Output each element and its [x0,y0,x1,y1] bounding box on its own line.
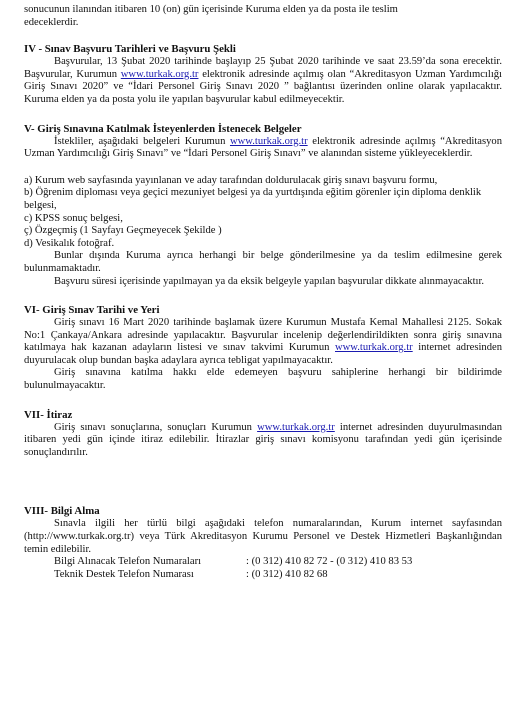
section-5-text-a: İstekliler, aşağıdaki belgeleri Kurumun [54,135,230,147]
document-page [24,4,502,581]
section-7-text-a: Giriş sınavı sonuçlarına, sonuçları Kurumun [54,421,258,433]
list-item: d) Vesikalık fotoğraf. [24,237,115,249]
list-item: a) Kurum web sayfasında yayınlanan ve aday tarafından doldurulacak giriş sınavı başvuru formu, [24,174,438,186]
intro-line-1: sonucunun ilanından itibaren 10 (on) gün içerisinde Kuruma elden ya da posta ile teslim [24,4,398,15]
section-6-paragraph-2: Giriş sınavına katılma hakkı elde edemeyen başvuru sahiplerine herhangi bir bildirimde bulunulmayacaktır. [24,367,502,392]
intro-line-2: edeceklerdir. [24,16,79,28]
section-4-link[interactable]: www.turkak.org.tr [120,68,199,80]
section-7-title: VII- İtiraz [24,408,73,421]
section-5-note-1: Bunlar dışında Kuruma ayrıca herhangi bir belge gönderilmesine ya da teslim edilmesine gerek bulunmamaktadır. [24,250,502,274]
phone-label: Teknik Destek Telefon Numarası [54,568,194,580]
section-6-link[interactable]: www.turkak.org.tr [335,342,413,354]
section-6-text-b: internet adresinden duyurulacak olup bundan başka adaylara ayrıca tebligat yapılmayacaktır. [24,342,502,366]
section-5-link[interactable]: www.turkak.org.tr [229,135,308,147]
phone-label: Bilgi Alınacak Telefon Numaraları [54,556,202,568]
phone-value: : (0 312) 410 82 68 [246,568,328,580]
phone-row-tech-support [24,569,502,582]
section-5-note-2: Başvuru süresi içerisinde yapılmayan ya da eksik belgeyle yapılan başvurular dikkate alınmayacaktır. [54,275,485,287]
section-8-title: VIII- Bilgi Alma [24,505,100,518]
section-7-link[interactable]: www.turkak.org.tr [257,421,335,433]
list-item: b) Öğrenim diploması veya geçici mezuniyet belgesi ya da yurtdışında eğitim görenler için diploma denklik belgesi, [24,187,482,211]
section-6-title: VI- Giriş Sınav Tarihi ve Yeri [24,304,160,317]
list-item: ç) Özgeçmiş (1 Sayfayı Geçmeyecek Şekilde ) [24,225,222,237]
section-4-text-a: Başvurular, 13 Şubat 2020 tarihinde başlayıp 25 Şubat 2020 tarihinde ve saat 23.59’da sona erecektir. Başvurular, Kurumun [24,56,502,80]
section-8-paragraph: Sınavla ilgili her türlü bilgi aşağıdaki telefon numaralarından, Kurum internet sayfasından (http://www.turkak.org.tr) veya Türk Akreditasyon Kurumu Personel ve Destek Hizmetleri Başkanlığından temin edilebilir. [24,518,502,555]
section-4-text-b: elektronik adresinde açılmış olan “Akreditasyon Uzman Yardımcılığı Giriş Sınavı 2020” ve “İdari Personel Giriş Sınavı 2020 ” bağlantısı üzerinden online olarak yapılacaktır. Kuruma elden ya da posta yolu ile yapılan başvurular kabul edilmeyecektir. [24,68,503,105]
section-4-title: IV - Sınav Başvuru Tarihleri ve Başvuru Şekli [24,43,236,56]
section-7-text-b: internet adresinden duyurulmasından itibaren yedi gün içinde itiraz edilebilir. İtirazlar giriş sınavı komisyonu tarafından yedi gün içerisinde sonuçlandırılır. [24,421,502,458]
section-5-title: V- Giriş Sınavına Katılmak İsteyenlerden İstenecek Belgeler [24,122,302,135]
section-5-paragraph [24,136,502,161]
section-7-paragraph [24,422,502,460]
section-5-text-b: elektronik adresinde açılmış “Akreditasyon Uzman Yardımcılığı Giriş Sınavı” ve “İdari Personel Giriş Sınavı” ve alanından sisteme yükleyeceklerdir. [24,135,502,160]
required-documents-list [24,175,502,251]
list-item: c) KPSS sonuç belgesi, [24,212,123,224]
phone-row-info [24,556,502,569]
phone-value: : (0 312) 410 82 72 - (0 312) 410 83 53 [246,556,413,568]
section-6-paragraph [24,317,502,367]
section-4-paragraph [24,56,502,106]
section-6-text-a: Giriş sınavı 16 Mart 2020 tarihinde başlamak üzere Kurumun Mustafa Kemal Mahallesi 2125. Sokak No:1 Çankaya/Ankara adresinde yapılacaktır. Başvurular incelenip değerlendirildikten sonra giriş sınavına katılmaya hak kazanan adayların listesi ve sınav takvimi Kurumun [24,317,502,354]
